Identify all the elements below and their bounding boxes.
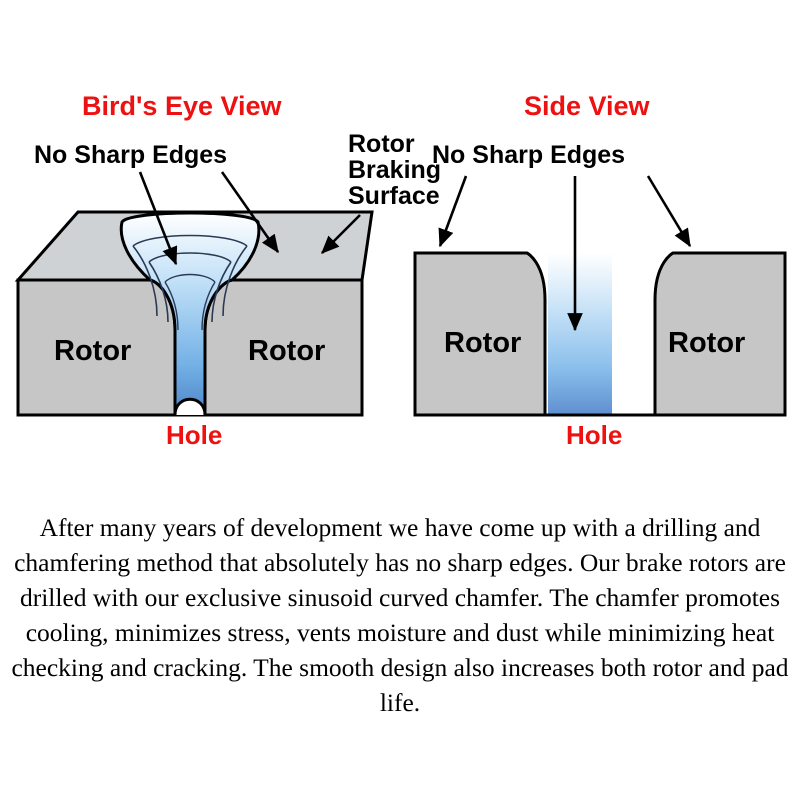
side-rotor-label-right: Rotor (668, 327, 746, 359)
right-panel-group (415, 91, 785, 450)
rotor-label-right: Rotor (248, 335, 326, 367)
right-no-sharp-edges-label: No Sharp Edges (432, 141, 626, 169)
rotor-surface-label-line3: Surface (348, 182, 440, 210)
rotor-surface-label-line1: Rotor (348, 130, 415, 158)
left-hole-label: Hole (166, 420, 223, 450)
side-rotor-label-left: Rotor (444, 327, 522, 359)
left-panel-group (18, 91, 441, 450)
caption-text: After many years of development we have come up with a drilling and chamfering method that absolutely has no sharp edges. Our brake rotors are drilled with our exclusive sinusoid curved chamfer. The chamfer promotes cooling, minimizes stress, vents moisture and dust while minimizing heat checking and cracking. The smooth design also increases both rotor and pad life. (11, 513, 789, 717)
right-arrow-a (440, 176, 466, 246)
right-hole-label: Hole (566, 420, 623, 450)
left-no-sharp-edges-label: No Sharp Edges (34, 141, 228, 169)
birds-eye-view-title: Bird's Eye View (82, 91, 282, 121)
rotor-surface-label-line2: Braking (348, 156, 442, 184)
rotor-label-left: Rotor (54, 335, 132, 367)
side-hole-channel (548, 253, 612, 415)
right-arrow-c (648, 176, 690, 246)
hole-mouth (175, 399, 205, 415)
side-view-title: Side View (524, 91, 650, 121)
